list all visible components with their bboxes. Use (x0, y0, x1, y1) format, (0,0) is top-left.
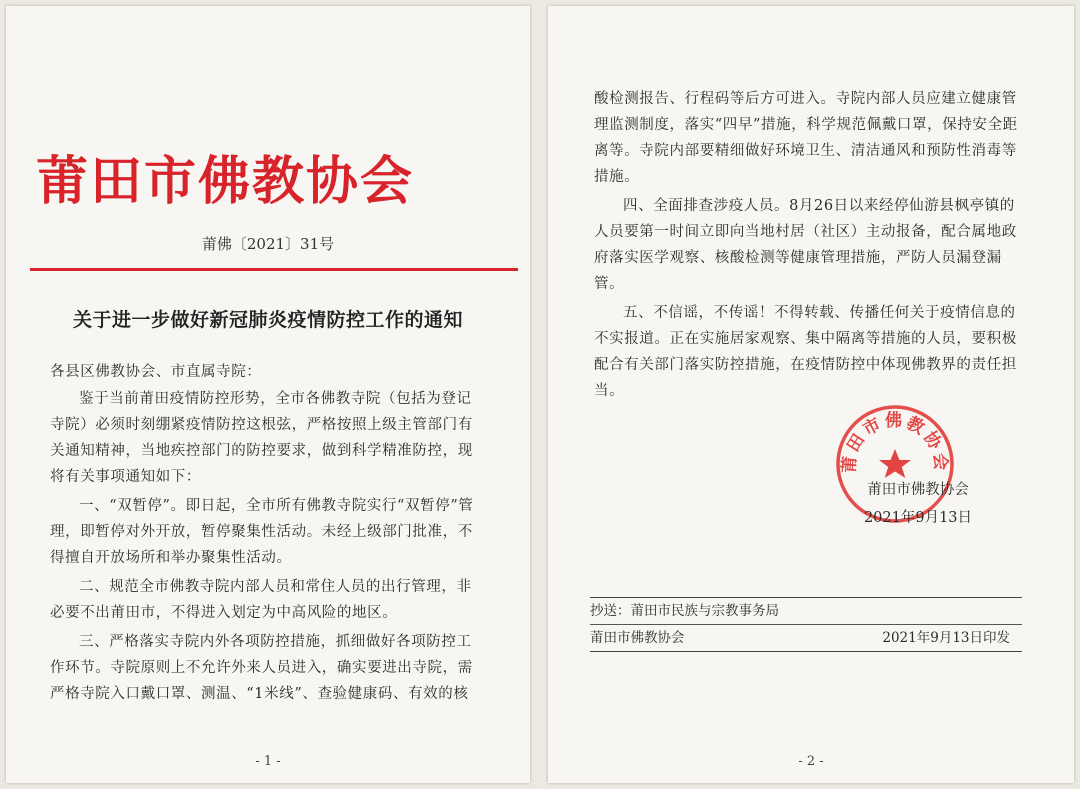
signature-org: 莆田市佛教协会 (867, 482, 969, 498)
print-date: 2021年9月13日印发 (882, 630, 1010, 646)
page-2 (548, 6, 1074, 783)
paragraph: 二、规范全市佛教寺院内部人员和常住人员的出行管理，非必要不出莆田市，不得进入划定为中高风险的地区。 (50, 579, 472, 621)
paragraph: 鉴于当前莆田疫情防控形势，全市各佛教寺院（包括为登记寺院）必须时刻绷紧疫情防控这根弦，严格按照上级主管部门有关通知精神，当地疾控部门的防控要求，做到科学精准防控，现将有关事项通知如下： (50, 391, 473, 485)
cc-block (590, 597, 1022, 652)
page-number: - 1 - (255, 754, 281, 769)
paragraph: 三、严格落实寺院内外各项防控措施，抓细做好各项防控工作环节。寺院原则上不允许外来人员进入，确实要进出寺院，需严格寺院入口戴口罩、测温、“1米线”、查验健康码、有效的核 (50, 634, 473, 702)
page-2-body (594, 86, 1024, 407)
paragraph: 一、“双暂停”。即日起，全市所有佛教寺院实行“双暂停”管理，即暂停对外开放，暂停聚集性活动。未经上级部门批准，不得擅自开放场所和举办聚集性活动。 (50, 498, 474, 566)
issuer-name: 莆田市佛教协会 (590, 630, 685, 646)
signature-block (818, 476, 1018, 532)
notice-title: 关于进一步做好新冠肺炎疫情防控工作的通知 (72, 309, 463, 331)
page-number: - 2 - (798, 754, 824, 769)
red-divider-line (30, 268, 518, 271)
document-number: 莆佛〔2021〕31号 (201, 235, 335, 253)
cc-recipient: 抄送：莆田市民族与宗教事务局 (590, 603, 779, 619)
paragraph: 酸检测报告、行程码等后方可进入。寺院内部人员应建立健康管理监测制度，落实“四早”措施，科学规范佩戴口罩，保持安全距离等。寺院内部要精细做好环境卫生、清洁通风和预防性消毒等措施。 (594, 91, 1018, 185)
paragraph: 五、不信谣，不传谣！不得转载、传播任何关于疫情信息的不实报道。正在实施居家观察、集中隔离等措施的人员，要积极配合有关部门落实防控措施，在疫情防控中体现佛教界的责任担当。 (594, 305, 1017, 399)
page-1 (6, 6, 530, 783)
paragraph: 四、全面排查涉疫人员。8月26日以来经停仙游县枫亭镇的人员要第一时间立即向当地村居（社区）主动报备，配合属地政府落实医学观察、核酸检测等健康管理措施，严防人员漏登漏管。 (594, 198, 1017, 292)
page-1-body (50, 386, 484, 710)
letterhead-title: 莆田市佛教协会 (36, 151, 415, 212)
issuer-row (590, 625, 1022, 651)
signature-date: 2021年9月13日 (863, 510, 973, 526)
salutation: 各县区佛教协会、市直属寺院： (50, 364, 262, 380)
seal-text: 莆田市佛教协会 (839, 411, 951, 474)
